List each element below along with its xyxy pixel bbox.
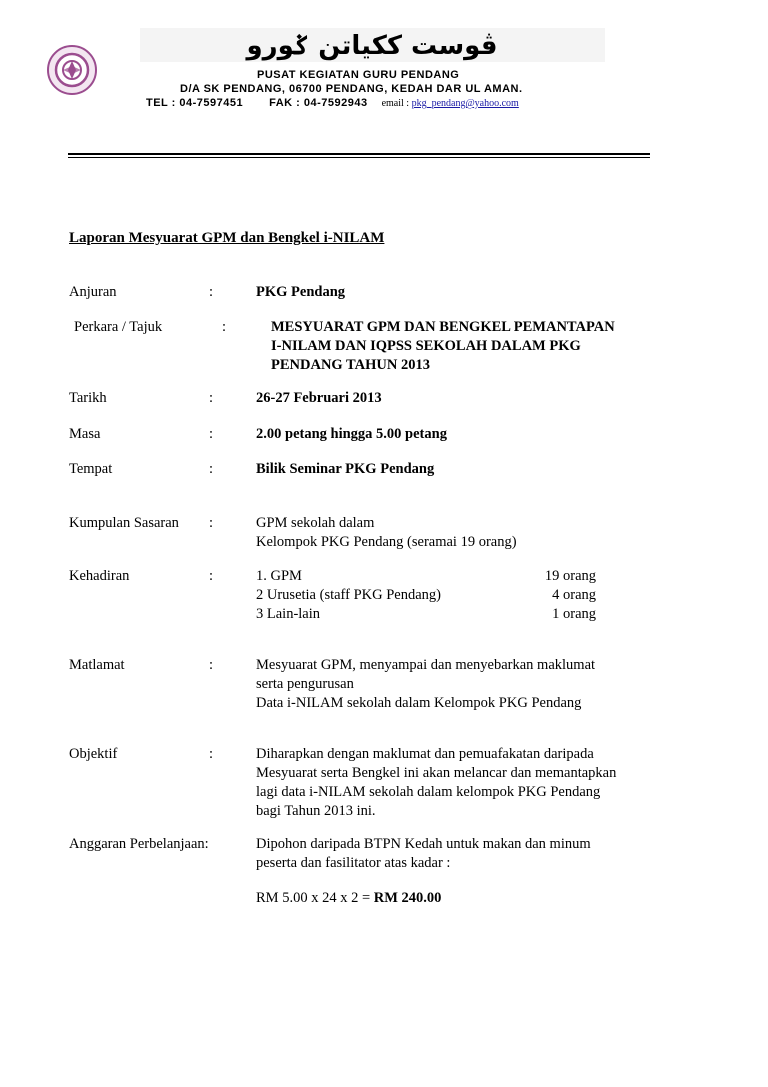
header-rule — [68, 153, 650, 155]
attendance-row — [256, 567, 596, 586]
jawi-banner — [140, 28, 605, 62]
colon: : — [222, 319, 227, 335]
header-email-label: email : — [381, 98, 410, 109]
value-matlamat — [256, 656, 595, 713]
colon: : — [209, 568, 214, 584]
label-sasaran: Kumpulan Sasaran — [69, 515, 179, 531]
value-masa: 2.00 petang hingga 5.00 petang — [256, 426, 447, 442]
label-masa: Masa — [69, 426, 101, 442]
matlamat-line: Data i-NILAM sekolah dalam Kelompok PKG Pendang — [256, 695, 582, 711]
attendance-row — [256, 586, 596, 605]
attendance-item: 2 Urusetia (staff PKG Pendang) — [256, 587, 441, 603]
label-anggaran: Anggaran Perbelanjaan: — [69, 836, 209, 852]
tajuk-line: PENDANG TAHUN 2013 — [271, 357, 430, 373]
matlamat-line: Mesyuarat GPM, menyampai dan menyebarkan maklumat — [256, 657, 596, 673]
anggaran-line: Dipohon daripada BTPN Kedah untuk makan dan minum — [256, 836, 591, 852]
objektif-line: Mesyuarat serta Bengkel ini akan melancar dan memantapkan — [256, 765, 617, 781]
label-matlamat: Matlamat — [69, 657, 125, 673]
budget-total: RM 240.00 — [373, 890, 442, 906]
anggaran-line: peserta dan fasilitator atas kadar : — [256, 855, 451, 871]
colon: : — [209, 461, 214, 477]
sasaran-line: GPM sekolah dalam — [256, 515, 375, 531]
pkg-logo — [46, 44, 98, 96]
attendance-item: 1. GPM — [256, 568, 302, 584]
attendance-count: 1 orang — [552, 606, 596, 622]
attendance-count: 4 orang — [552, 587, 596, 603]
value-objektif — [256, 745, 616, 821]
value-sasaran — [256, 514, 517, 552]
report-title: Laporan Mesyuarat GPM dan Bengkel i-NILAM — [69, 230, 385, 246]
header-tel: TEL : 04-7597451 — [146, 97, 244, 109]
attendance-row — [256, 605, 596, 624]
label-objektif: Objektif — [69, 746, 118, 762]
attendance-list — [256, 567, 596, 624]
colon: : — [209, 284, 214, 300]
colon: : — [209, 426, 214, 442]
jawi-banner-text: ڤوست ككياتن ݢورو — [246, 31, 498, 61]
header-fax: FAK : 04-7592943 — [269, 97, 368, 109]
value-tarikh: 26-27 Februari 2013 — [256, 390, 382, 406]
colon: : — [209, 746, 214, 762]
colon: : — [209, 657, 214, 673]
sasaran-line: Kelompok PKG Pendang (seramai 19 orang) — [256, 534, 517, 550]
value-anjuran: PKG Pendang — [256, 284, 346, 300]
colon: : — [209, 515, 214, 531]
label-tempat: Tempat — [69, 461, 113, 477]
colon: : — [209, 390, 214, 406]
header-address: D/A SK PENDANG, 06700 PENDANG, KEDAH DAR UL AMAN. — [180, 83, 523, 95]
tajuk-line: MESYUARAT GPM DAN BENGKEL PEMANTAPAN — [271, 319, 615, 335]
budget-calculation — [256, 889, 441, 908]
header-rule-thin — [68, 157, 650, 158]
objektif-line: lagi data i-NILAM sekolah dalam kelompok PKG Pendang — [256, 784, 601, 800]
header-centre-name: PUSAT KEGIATAN GURU PENDANG — [257, 69, 460, 81]
header-email-link[interactable]: pkg_pendang@yahoo.com — [411, 98, 519, 109]
value-tempat: Bilik Seminar PKG Pendang — [256, 461, 435, 477]
matlamat-line: serta pengurusan — [256, 676, 354, 692]
tajuk-line: I-NILAM DAN IQPSS SEKOLAH DALAM PKG — [271, 338, 581, 354]
label-kehadiran: Kehadiran — [69, 568, 130, 584]
value-anggaran — [256, 835, 591, 873]
value-tajuk — [271, 318, 615, 375]
attendance-count: 19 orang — [544, 568, 596, 584]
pkg-emblem-icon — [46, 44, 98, 96]
budget-formula: RM 5.00 x 24 x 2 = — [256, 890, 374, 906]
objektif-line: Diharapkan dengan maklumat dan pemuafakatan daripada — [256, 746, 594, 762]
objektif-line: bagi Tahun 2013 ini. — [256, 803, 376, 819]
label-tarikh: Tarikh — [69, 390, 107, 406]
label-tajuk: Perkara / Tajuk — [74, 319, 163, 335]
attendance-item: 3 Lain-lain — [256, 606, 321, 622]
header-contact — [146, 97, 519, 109]
label-anjuran: Anjuran — [69, 284, 117, 300]
